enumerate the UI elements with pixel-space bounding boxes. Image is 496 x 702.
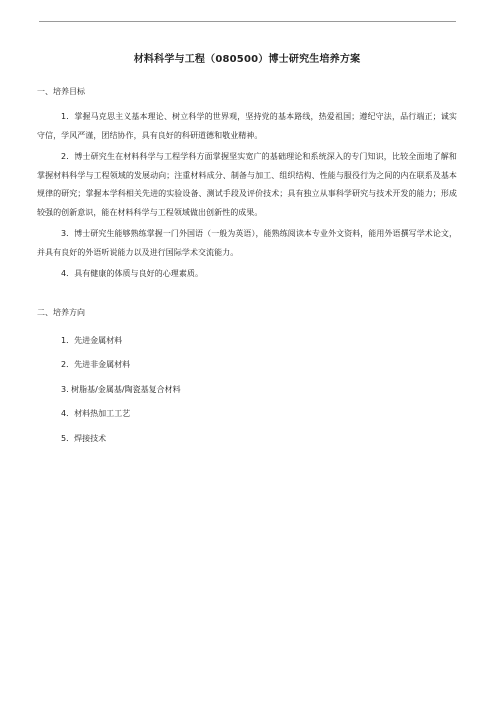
objective-paragraph-2: 2．博士研究生在材料科学与工程学科方面掌握坚实宽广的基础理论和系统深入的专门知识，比较全面地了解和掌握材料科学与工程领域的发展动向；注重材料成分、制备与加工、组织结构、性能与服役行为之间的内在联系及基本规律的研究；掌握本学科相关先进的实验设备、测试手段及评价技术；具有独立从事科学研究与技术开发的能力；形成较强的创新意识，能在材料科学与工程领域做出创新性的成果。: [37, 152, 457, 217]
direction-item: 2．先进非金属材料: [61, 360, 131, 370]
direction-item: 4．材料热加工工艺: [61, 409, 131, 419]
section-spacer: [37, 287, 457, 307]
header-rule: [39, 21, 456, 22]
objective-paragraph-3: 3．博士研究生能够熟练掌握一门外国语（一般为英语），能熟练阅读本专业外文资料，能用外语撰写学术论文，并具有良好的外语听说能力以及进行国际学术交流能力。: [37, 229, 457, 257]
direction-item: 5．焊接技术: [61, 433, 107, 443]
direction-item: 1．先进金属材料: [61, 335, 123, 345]
document-body: [37, 50, 457, 457]
section-heading-objectives: 一、培养目标: [37, 87, 85, 96]
section-heading-directions: 二、培养方向: [37, 307, 85, 317]
direction-item: 3. 树脂基/金属基/陶瓷基复合材料: [61, 384, 181, 394]
objective-paragraph-1: 1．掌握马克思主义基本理论、树立科学的世界观，坚持党的基本路线，热爱祖国；遵纪守法，品行端正；诚实守信，学风严谨，团结协作，具有良好的科研道德和敬业精神。: [37, 112, 457, 140]
document-title: 材料科学与工程（080500）博士研究生培养方案: [133, 54, 361, 65]
objective-paragraph-4: 4．具有健康的体质与良好的心理素质。: [61, 269, 203, 278]
